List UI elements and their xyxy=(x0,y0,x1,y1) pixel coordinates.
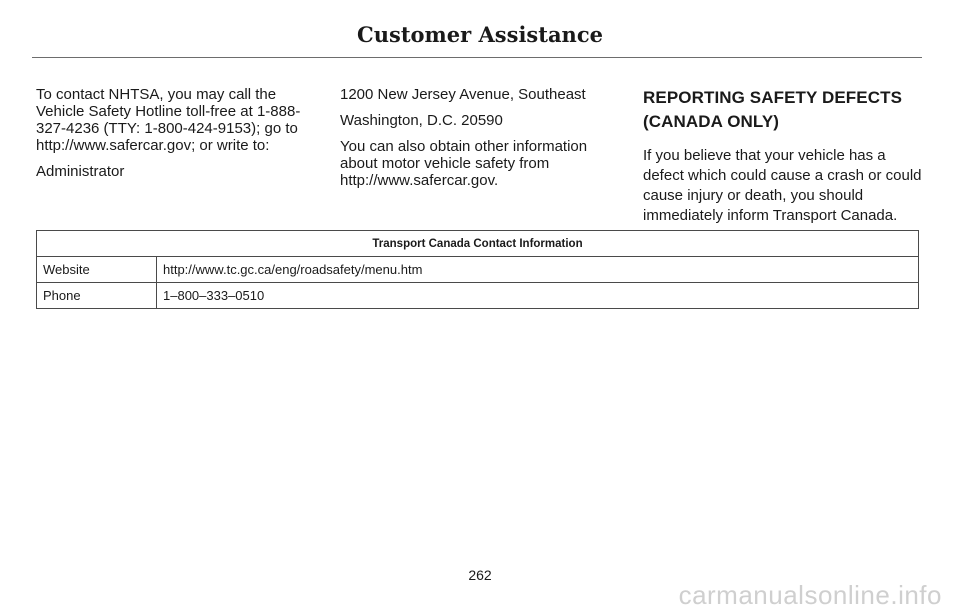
column-nhtsa-address xyxy=(340,86,625,198)
phone-value-cell: 1–800–333–0510 xyxy=(157,283,919,309)
section-heading xyxy=(643,86,928,134)
transport-canada-table xyxy=(36,230,919,309)
table-title: Transport Canada Contact Information xyxy=(37,231,919,257)
watermark-text: carmanualsonline.info xyxy=(678,580,942,610)
safercar-info-paragraph: You can also obtain other information about motor vehicle safety from http://www.safercar.gov. xyxy=(340,138,588,189)
city-address-line: Washington, D.C. 20590 xyxy=(340,112,503,129)
table-row-phone xyxy=(37,283,919,309)
header-divider xyxy=(32,57,922,58)
canada-defect-paragraph: If you believe that your vehicle has a defect which could cause a crash or could cause injury or death, you should immediately inform Transport Canada. xyxy=(643,147,922,224)
nhtsa-hotline-paragraph: To contact NHTSA, you may call the Vehicle Safety Hotline toll-free at 1-888-327-4236 (TTY: 1-800-424-9153); go to http://www.safercar.gov; or write to: xyxy=(36,86,301,154)
page-title: Customer Assistance xyxy=(357,22,603,47)
column-nhtsa-contact xyxy=(36,86,321,189)
section-heading-line2: (CANADA ONLY) xyxy=(643,112,780,131)
page-number: 262 xyxy=(468,567,492,583)
website-value-cell: http://www.tc.gc.ca/eng/roadsafety/menu.htm xyxy=(157,257,919,283)
column-canada-reporting xyxy=(643,86,928,235)
table-row-website xyxy=(37,257,919,283)
phone-label-cell: Phone xyxy=(37,283,157,309)
section-heading-line1: REPORTING SAFETY DEFECTS xyxy=(643,88,903,107)
table-header-row xyxy=(37,231,919,257)
website-label-cell: Website xyxy=(37,257,157,283)
administrator-line: Administrator xyxy=(36,163,125,180)
street-address-line: 1200 New Jersey Avenue, Southeast xyxy=(340,86,586,103)
